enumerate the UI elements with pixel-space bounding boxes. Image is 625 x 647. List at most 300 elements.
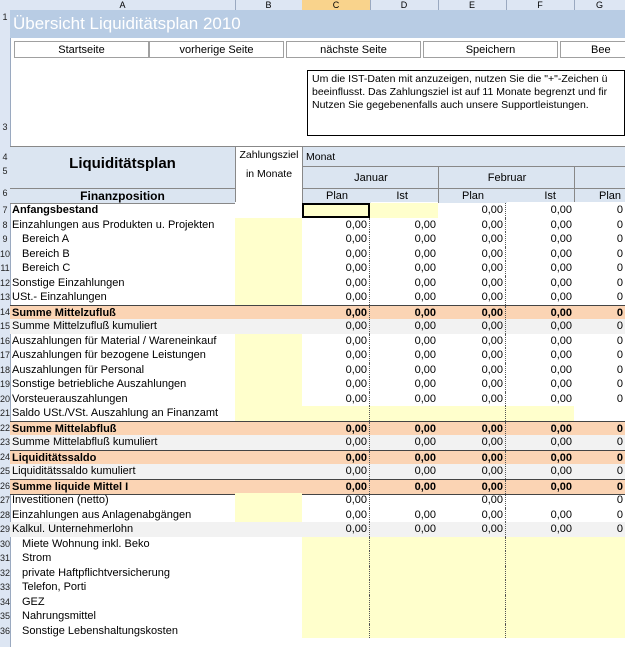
value-cell[interactable]: 0,00	[414, 291, 436, 303]
row-number[interactable]: 12	[0, 277, 11, 288]
value-cell[interactable]: 0,00	[438, 480, 506, 495]
value-cell[interactable]	[370, 609, 438, 624]
exit-button[interactable]: Bee	[560, 41, 625, 58]
value-cell[interactable]	[302, 537, 370, 552]
value-cell[interactable]: 0	[616, 422, 623, 435]
finanzposition-header: Finanzposition	[10, 188, 235, 204]
zahlungsziel-cell[interactable]	[235, 406, 302, 421]
value-cell[interactable]: 0,00	[438, 232, 506, 247]
value-cell[interactable]: 0,00	[438, 522, 506, 537]
value-cell[interactable]: 0	[616, 218, 623, 231]
column-header-a[interactable]: A	[10, 0, 236, 10]
row-label[interactable]: Bereich A	[22, 233, 70, 245]
value-cell[interactable]	[506, 537, 574, 552]
value-cell[interactable]: 0	[616, 523, 623, 535]
value-cell[interactable]: 0,00	[302, 480, 370, 495]
row-label[interactable]: Strom	[22, 552, 52, 564]
row-label[interactable]: Anfangsbestand	[12, 204, 99, 216]
value-cell[interactable]: 0,00	[550, 480, 572, 493]
value-cell[interactable]	[438, 551, 506, 566]
value-cell[interactable]	[438, 595, 506, 610]
zahlungsziel-cell[interactable]	[235, 508, 302, 523]
value-cell[interactable]: 0,00	[302, 522, 370, 537]
value-cell[interactable]	[302, 566, 370, 581]
previous-page-button[interactable]: vorherige Seite	[149, 41, 284, 58]
row-label[interactable]: USt.- Einzahlungen	[12, 291, 107, 303]
value-cell[interactable]: 0,00	[302, 493, 370, 508]
row-number[interactable]: 20	[0, 393, 11, 404]
value-cell[interactable]: 0	[616, 349, 623, 361]
row-label[interactable]: Sonstige Einzahlungen	[12, 276, 125, 289]
row-number[interactable]: 23	[0, 437, 11, 447]
zahlungsziel-cell[interactable]	[235, 247, 302, 262]
row-label[interactable]: Nahrungsmittel	[22, 610, 96, 622]
zahlungsziel-label: Zahlungsziel	[239, 149, 299, 161]
value-cell[interactable]: 0,00	[302, 261, 370, 276]
zahlungsziel-cell[interactable]	[235, 319, 302, 334]
value-cell[interactable]: 0,00	[550, 378, 572, 390]
info-line: Nutzen Sie gegebenenfalls auch unsere Supportleistungen.	[312, 99, 589, 111]
value-cell[interactable]	[370, 493, 438, 508]
value-cell[interactable]: 0,00	[438, 363, 506, 378]
zahlungsziel-cell[interactable]	[235, 624, 302, 639]
row-number[interactable]: 5	[2, 166, 8, 176]
column-header-g[interactable]: G	[574, 0, 625, 10]
zahlungsziel-cell[interactable]	[235, 609, 302, 624]
value-cell[interactable]: 0,00	[550, 291, 572, 303]
value-cell[interactable]	[302, 609, 370, 624]
value-cell[interactable]	[574, 551, 625, 566]
zahlungsziel-cell[interactable]	[235, 232, 302, 247]
value-cell[interactable]: 0	[616, 508, 623, 521]
table-row	[10, 406, 625, 421]
value-cell[interactable]: 0,00	[438, 435, 506, 450]
row-number[interactable]: 32	[0, 567, 11, 578]
value-cell[interactable]	[302, 406, 370, 421]
table-row	[10, 363, 625, 378]
table-row	[10, 261, 625, 276]
row-label[interactable]: Bereich C	[22, 262, 71, 274]
value-cell[interactable]	[438, 580, 506, 595]
plan-header-jan: Plan	[302, 188, 371, 203]
zahlungsziel-cell[interactable]	[235, 580, 302, 595]
table-row	[10, 493, 625, 508]
value-cell[interactable]: 0	[616, 247, 623, 260]
value-cell[interactable]: 0,00	[550, 306, 572, 319]
value-cell[interactable]: 0,00	[302, 247, 370, 262]
row-label[interactable]: Summe Mittelzufluß	[12, 306, 116, 319]
value-cell[interactable]: 0,00	[550, 218, 572, 231]
row-label[interactable]: Kalkul. Unternehmerlohn	[12, 523, 134, 535]
value-cell[interactable]: 0,00	[414, 233, 436, 245]
value-cell[interactable]	[574, 595, 625, 610]
plan-header-feb: Plan	[438, 188, 507, 203]
value-cell[interactable]: 0,00	[438, 451, 506, 466]
value-cell[interactable]: 0,00	[302, 377, 370, 392]
value-cell[interactable]	[506, 493, 574, 508]
value-cell[interactable]: 0,00	[550, 334, 572, 347]
value-cell[interactable]: 0,00	[414, 349, 436, 361]
zahlungsziel-header	[235, 146, 302, 202]
row-number[interactable]: 10	[0, 248, 11, 259]
zahlungsziel-cell[interactable]	[235, 377, 302, 392]
value-cell[interactable]: 0,00	[302, 348, 370, 363]
row-number[interactable]: 24	[0, 451, 11, 462]
value-cell[interactable]: 0,00	[302, 306, 370, 321]
row-number[interactable]: 22	[0, 422, 11, 433]
zahlungsziel-cell[interactable]	[235, 451, 302, 466]
value-cell[interactable]: 0	[616, 480, 623, 493]
row-label[interactable]: Summe liquide Mittel I	[12, 480, 129, 493]
value-cell[interactable]	[438, 609, 506, 624]
value-cell[interactable]	[438, 537, 506, 552]
row-label[interactable]: Sonstige Lebenshaltungskosten	[22, 624, 178, 637]
value-cell[interactable]	[506, 566, 574, 581]
zahlungsziel-cell[interactable]	[235, 566, 302, 581]
value-cell[interactable]	[506, 624, 574, 639]
value-cell[interactable]	[438, 406, 506, 421]
monat-header: Monat	[302, 146, 625, 167]
value-cell[interactable]: 0,00	[438, 290, 506, 305]
row-label[interactable]: Miete Wohnung inkl. Beko	[22, 537, 150, 550]
februar-header: Februar	[438, 166, 575, 189]
row-number[interactable]: 21	[0, 408, 11, 418]
liquiditaetsplan-header	[10, 146, 235, 189]
row-number[interactable]: 36	[0, 625, 11, 636]
value-cell[interactable]: 0,00	[302, 464, 370, 479]
value-cell[interactable]: 0,00	[550, 523, 572, 535]
value-cell[interactable]: 0	[616, 276, 623, 289]
value-cell[interactable]: 0,00	[302, 392, 370, 407]
row-label[interactable]: Summe Mittelabfluß	[12, 422, 117, 435]
table-row	[10, 276, 625, 291]
value-cell[interactable]: 0	[616, 363, 623, 376]
value-cell[interactable]: 0	[616, 451, 623, 464]
row-number[interactable]: 6	[2, 188, 8, 198]
value-cell[interactable]: 0,00	[550, 204, 572, 216]
table-row	[10, 290, 625, 305]
value-cell[interactable]	[302, 624, 370, 639]
value-cell[interactable]: 0,00	[302, 218, 370, 233]
zahlungsziel-cell[interactable]	[235, 203, 302, 218]
value-cell[interactable]	[302, 203, 370, 218]
value-cell[interactable]	[506, 609, 574, 624]
value-cell[interactable]	[370, 580, 438, 595]
value-cell[interactable]: 0	[616, 291, 623, 303]
maerz-header	[574, 166, 625, 189]
table-row	[10, 348, 625, 363]
table-row	[10, 522, 625, 537]
row-label[interactable]: Auszahlungen für Personal	[12, 363, 145, 376]
zahlungsziel-unit: in Monate	[245, 168, 293, 180]
value-cell[interactable]: 0,00	[302, 276, 370, 291]
value-cell[interactable]: 0	[616, 262, 623, 274]
row-number[interactable]: 14	[0, 306, 11, 317]
table-row	[10, 232, 625, 247]
info-line: Um die IST-Daten mit anzuzeigen, nutzen Sie die "+"-Zeichen ü	[312, 73, 608, 85]
zahlungsziel-cell[interactable]	[235, 392, 302, 407]
value-cell[interactable]: 0,00	[438, 306, 506, 321]
value-cell[interactable]: 0	[616, 334, 623, 347]
value-cell[interactable]	[574, 566, 625, 581]
row-number[interactable]: 19	[0, 379, 11, 389]
value-cell[interactable]: 0	[616, 465, 623, 477]
zahlungsziel-cell[interactable]	[235, 537, 302, 552]
value-cell[interactable]: 0	[616, 306, 623, 319]
table-row	[10, 566, 625, 581]
value-cell[interactable]	[370, 551, 438, 566]
value-cell[interactable]	[574, 537, 625, 552]
row-number[interactable]: 18	[0, 364, 11, 375]
table-row	[10, 537, 625, 552]
startseite-button[interactable]: Startseite	[14, 41, 149, 58]
zahlungsziel-cell[interactable]	[235, 493, 302, 508]
row-label[interactable]: Einzahlungen aus Anlagenabgängen	[12, 508, 192, 521]
value-cell[interactable]	[370, 624, 438, 639]
zahlungsziel-cell[interactable]	[235, 480, 302, 495]
row-number[interactable]: 16	[0, 335, 11, 346]
value-cell[interactable]: 0,00	[414, 247, 436, 260]
value-cell[interactable]: 0,00	[438, 276, 506, 291]
row-number[interactable]: 1	[2, 12, 8, 22]
value-cell[interactable]: 0,00	[438, 203, 506, 218]
value-cell[interactable]: 0	[616, 233, 623, 245]
value-cell[interactable]: 0,00	[438, 392, 506, 407]
value-cell[interactable]: 0,00	[414, 451, 436, 464]
row-label[interactable]: Einzahlungen aus Produkten u. Projekten	[12, 218, 215, 231]
row-number[interactable]: 33	[0, 582, 11, 592]
value-cell[interactable]: 0,00	[414, 320, 436, 332]
table-row	[10, 595, 625, 610]
row-label[interactable]: Summe Mittelzufluß kumuliert	[12, 320, 157, 332]
column-header-d[interactable]: D	[370, 0, 439, 10]
value-cell[interactable]: 0	[616, 378, 623, 390]
save-button[interactable]: Speichern	[423, 41, 558, 58]
value-cell[interactable]: 0,00	[414, 508, 436, 521]
zahlungsziel-cell[interactable]	[235, 522, 302, 537]
value-cell[interactable]: 0	[616, 320, 623, 332]
row-number[interactable]: 26	[0, 480, 11, 491]
zahlungsziel-cell[interactable]	[235, 261, 302, 276]
value-cell[interactable]	[302, 551, 370, 566]
value-cell[interactable]	[574, 609, 625, 624]
value-cell[interactable]: 0,00	[550, 247, 572, 260]
zahlungsziel-cell[interactable]	[235, 363, 302, 378]
value-cell[interactable]: 0	[616, 436, 623, 448]
table-row	[10, 508, 625, 523]
row-number[interactable]: 17	[0, 350, 11, 360]
row-number[interactable]: 34	[0, 596, 11, 607]
value-cell[interactable]: 0,00	[414, 465, 436, 477]
value-cell[interactable]: 0,00	[550, 262, 572, 274]
value-cell[interactable]: 0,00	[414, 262, 436, 274]
value-cell[interactable]: 0,00	[302, 319, 370, 334]
zahlungsziel-cell[interactable]	[235, 276, 302, 291]
row-number[interactable]: 35	[0, 611, 11, 621]
value-cell[interactable]: 0,00	[550, 451, 572, 464]
row-label[interactable]: Liquiditätssaldo	[12, 451, 97, 464]
value-cell[interactable]: 0,00	[414, 363, 436, 376]
table-row	[10, 392, 625, 407]
row-label[interactable]: Telefon, Porti	[22, 581, 87, 593]
column-header-b[interactable]: B	[235, 0, 303, 10]
row-number[interactable]: 7	[2, 205, 8, 215]
table-row	[10, 247, 625, 262]
zahlungsziel-cell[interactable]	[235, 551, 302, 566]
zahlungsziel-cell[interactable]	[235, 218, 302, 233]
value-cell[interactable]: 0,00	[414, 523, 436, 535]
title-bar	[10, 10, 625, 38]
value-cell[interactable]: 0,00	[302, 363, 370, 378]
value-cell[interactable]: 0,00	[302, 435, 370, 450]
ist-header-feb: Ist	[506, 188, 574, 202]
column-header-c[interactable]: C	[302, 0, 371, 10]
table-row	[10, 624, 625, 639]
value-cell[interactable]	[370, 406, 438, 421]
value-cell[interactable]: 0,00	[414, 218, 436, 231]
value-cell[interactable]: 0,00	[414, 480, 436, 493]
column-header-f[interactable]: F	[506, 0, 575, 10]
value-cell[interactable]	[370, 203, 438, 218]
value-cell[interactable]: 0	[616, 392, 623, 405]
value-cell[interactable]: 0,00	[302, 232, 370, 247]
row-number[interactable]: 31	[0, 553, 11, 563]
value-cell[interactable]: 0,00	[438, 218, 506, 233]
value-cell[interactable]: 0,00	[550, 363, 572, 376]
value-cell[interactable]: 0,00	[438, 464, 506, 479]
row-label[interactable]: Vorsteuerauszahlungen	[12, 392, 128, 405]
row-label[interactable]: Saldo USt./VSt. Auszahlung an Finanzamt	[12, 407, 219, 419]
table-row	[10, 551, 625, 566]
row-number[interactable]: 11	[0, 263, 10, 273]
table-title: Liquiditätsplan	[69, 155, 176, 172]
zahlungsziel-cell[interactable]	[235, 348, 302, 363]
value-cell[interactable]: 0,00	[438, 493, 506, 508]
value-cell[interactable]: 0,00	[302, 290, 370, 305]
value-cell[interactable]: 0,00	[550, 508, 572, 521]
value-cell[interactable]: 0,00	[550, 436, 572, 448]
row-number[interactable]: 9	[2, 234, 8, 244]
value-cell[interactable]	[438, 624, 506, 639]
value-cell[interactable]: 0,00	[550, 349, 572, 361]
row-number[interactable]: 15	[0, 321, 11, 331]
value-cell[interactable]	[506, 551, 574, 566]
row-number[interactable]: 13	[0, 292, 11, 302]
value-cell[interactable]: 0	[616, 494, 623, 506]
row-label[interactable]: Summe Mittelabfluß kumuliert	[12, 436, 158, 448]
row-label[interactable]: Auszahlungen für Material / Wareneinkauf	[12, 334, 217, 347]
zahlungsziel-cell[interactable]	[235, 422, 302, 437]
ist-header-jan: Ist	[370, 188, 438, 202]
zahlungsziel-cell[interactable]	[235, 306, 302, 321]
value-cell[interactable]: 0,00	[414, 422, 436, 435]
value-cell[interactable]: 0,00	[438, 348, 506, 363]
value-cell[interactable]: 0,00	[438, 319, 506, 334]
value-cell[interactable]: 0,00	[550, 465, 572, 477]
row-number[interactable]: 8	[2, 219, 8, 230]
value-cell[interactable]: 0,00	[302, 451, 370, 466]
zahlungsziel-cell[interactable]	[235, 290, 302, 305]
row-label[interactable]: Bereich B	[22, 247, 70, 260]
value-cell[interactable]	[438, 566, 506, 581]
value-cell[interactable]	[574, 624, 625, 639]
row-number[interactable]: 25	[0, 466, 11, 476]
zahlungsziel-cell[interactable]	[235, 464, 302, 479]
value-cell[interactable]	[302, 595, 370, 610]
value-cell[interactable]: 0,00	[550, 392, 572, 405]
table-row	[10, 609, 625, 624]
row-label[interactable]: Sonstige betriebliche Auszahlungen	[12, 378, 187, 390]
value-cell[interactable]: 0,00	[438, 422, 506, 437]
value-cell[interactable]	[370, 595, 438, 610]
row-label[interactable]: GEZ	[22, 595, 45, 608]
value-cell[interactable]: 0	[616, 204, 623, 216]
value-cell[interactable]: 0,00	[414, 334, 436, 347]
value-cell[interactable]: 0,00	[438, 261, 506, 276]
row-number[interactable]: 4	[2, 152, 8, 162]
value-cell[interactable]: 0,00	[302, 334, 370, 349]
row-label[interactable]: private Haftpflichtversicherung	[22, 566, 170, 579]
table-row	[10, 580, 625, 595]
value-cell[interactable]: 0,00	[414, 392, 436, 405]
value-cell[interactable]: 0,00	[302, 508, 370, 523]
value-cell[interactable]: 0,00	[438, 377, 506, 392]
zahlungsziel-cell[interactable]	[235, 334, 302, 349]
value-cell[interactable]: 0,00	[438, 334, 506, 349]
column-header-e[interactable]: E	[438, 0, 507, 10]
row-number[interactable]: 28	[0, 509, 11, 520]
value-cell[interactable]: 0,00	[438, 508, 506, 523]
table-row	[10, 319, 625, 334]
row-number[interactable]: 30	[0, 538, 11, 549]
value-cell[interactable]: 0,00	[414, 378, 436, 390]
row-label[interactable]: Auszahlungen für bezogene Leistungen	[12, 349, 206, 361]
value-cell[interactable]	[506, 580, 574, 595]
table-row	[10, 334, 625, 349]
value-cell[interactable]: 0,00	[550, 422, 572, 435]
table-row	[10, 435, 625, 450]
value-cell[interactable]: 0,00	[302, 422, 370, 437]
plan-header-mar: Plan	[574, 188, 625, 202]
zahlungsziel-cell[interactable]	[235, 595, 302, 610]
row-number[interactable]: 27	[0, 495, 11, 505]
next-page-button[interactable]: nächste Seite	[286, 41, 421, 58]
table-row	[10, 203, 625, 218]
value-cell[interactable]: 0,00	[438, 247, 506, 262]
table-row	[10, 218, 625, 233]
value-cell[interactable]: 0,00	[550, 276, 572, 289]
value-cell[interactable]	[302, 580, 370, 595]
row-number[interactable]: 3	[2, 122, 8, 132]
value-cell[interactable]	[506, 406, 574, 421]
value-cell[interactable]: 0,00	[550, 320, 572, 332]
row-number[interactable]: 29	[0, 524, 11, 534]
value-cell[interactable]	[574, 406, 625, 421]
info-textbox	[307, 70, 625, 136]
value-cell[interactable]: 0,00	[550, 233, 572, 245]
value-cell[interactable]	[574, 580, 625, 595]
value-cell[interactable]: 0,00	[414, 436, 436, 448]
value-cell[interactable]	[506, 595, 574, 610]
value-cell[interactable]: 0,00	[414, 306, 436, 319]
value-cell[interactable]	[370, 566, 438, 581]
januar-header: Januar	[302, 166, 439, 189]
zahlungsziel-cell[interactable]	[235, 435, 302, 450]
row-label[interactable]: Liquiditätssaldo kumuliert	[12, 465, 136, 477]
row-label[interactable]: Investitionen (netto)	[12, 494, 109, 506]
value-cell[interactable]	[370, 537, 438, 552]
value-cell[interactable]: 0,00	[414, 276, 436, 289]
